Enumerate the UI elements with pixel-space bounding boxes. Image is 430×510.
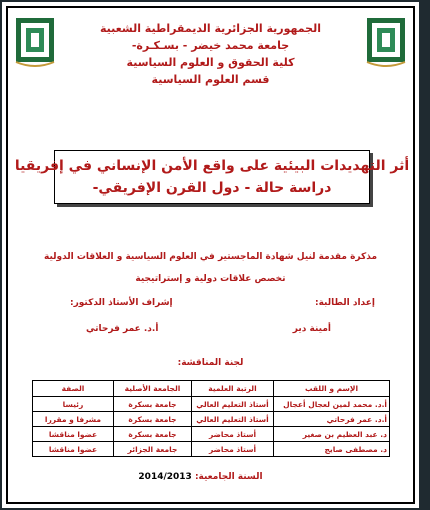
member-name: د. عبد العظيم بن صغير bbox=[274, 427, 390, 442]
member-name: أ.د. محمد لمين لعجال أعجال bbox=[274, 397, 390, 412]
table-row bbox=[33, 397, 390, 412]
member-role: مشرفا و مقررا bbox=[33, 412, 114, 427]
member-role: عضوا مناقشا bbox=[33, 442, 114, 457]
department-name: قسم العلوم السياسية bbox=[151, 73, 270, 86]
member-name: أ.د. عمر فرحاتي bbox=[274, 412, 390, 427]
member-rank: أستاذ التعليم العالي bbox=[192, 412, 274, 427]
header-rank: الرتبة العلمية bbox=[192, 381, 274, 397]
committee-table bbox=[32, 380, 390, 457]
member-university: جامعة بسكرة bbox=[114, 412, 192, 427]
thesis-title-box bbox=[14, 150, 410, 204]
member-university: جامعة بسكرة bbox=[114, 397, 192, 412]
academic-year-value: 2014/2013 bbox=[138, 472, 192, 482]
table-row bbox=[33, 442, 390, 457]
member-rank: أستاذ محاضر bbox=[192, 442, 274, 457]
student-name: أمينة دير bbox=[292, 324, 331, 334]
table-row bbox=[33, 427, 390, 442]
member-name: د. مصطفى صايج bbox=[274, 442, 390, 457]
member-university: جامعة الجزائر bbox=[114, 442, 192, 457]
academic-year-label: السنة الجامعية: bbox=[194, 472, 263, 482]
document-page bbox=[2, 2, 419, 508]
university-name: جامعة محمد خيضر - بسـكـرة- bbox=[131, 39, 290, 52]
member-role: رئيسا bbox=[33, 397, 114, 412]
supervisor-name: أ.د. عمر فرحاتي bbox=[86, 324, 159, 334]
faculty-name: كلية الحقوق و العلوم السياسية bbox=[126, 56, 295, 69]
member-rank: أستاذ محاضر bbox=[192, 427, 274, 442]
header-name: الإسم و اللقب bbox=[274, 381, 390, 397]
supervisor-label: إشراف الأستاذ الدكتور: bbox=[70, 298, 173, 308]
table-row bbox=[33, 412, 390, 427]
header-role: الصفة bbox=[33, 381, 114, 397]
academic-year bbox=[12, 472, 389, 482]
member-rank: أستاذ التعليم العالي bbox=[192, 397, 274, 412]
specialization: تخصص علاقات دولية و إستراتيجية bbox=[135, 274, 286, 284]
thesis-title-line2: دراسة حالة - دول القرن الإفريقي- bbox=[92, 180, 332, 196]
member-university: جامعة بسكرة bbox=[114, 427, 192, 442]
committee-header-row bbox=[33, 381, 390, 397]
student-label: إعداد الطالبة: bbox=[315, 298, 375, 308]
university-logo-right bbox=[361, 10, 411, 70]
committee-title: لجنة المناقشة: bbox=[177, 358, 244, 368]
header-university: الجامعة الأصلية bbox=[114, 381, 192, 397]
republic-name: الجمهورية الجزائرية الديمقراطية الشعبية bbox=[100, 22, 321, 35]
institution-header bbox=[72, 20, 349, 88]
member-role: عضوا مناقشا bbox=[33, 427, 114, 442]
memo-description: مذكرة مقدمة لنيل شهادة الماجستير في العلوم السياسية و العلاقات الدولية bbox=[43, 252, 378, 262]
thesis-title-line1: أثر التهديدات البيئية على واقع الأمن الإنساني في إفريقيا bbox=[14, 158, 410, 174]
university-logo-left bbox=[10, 10, 60, 70]
